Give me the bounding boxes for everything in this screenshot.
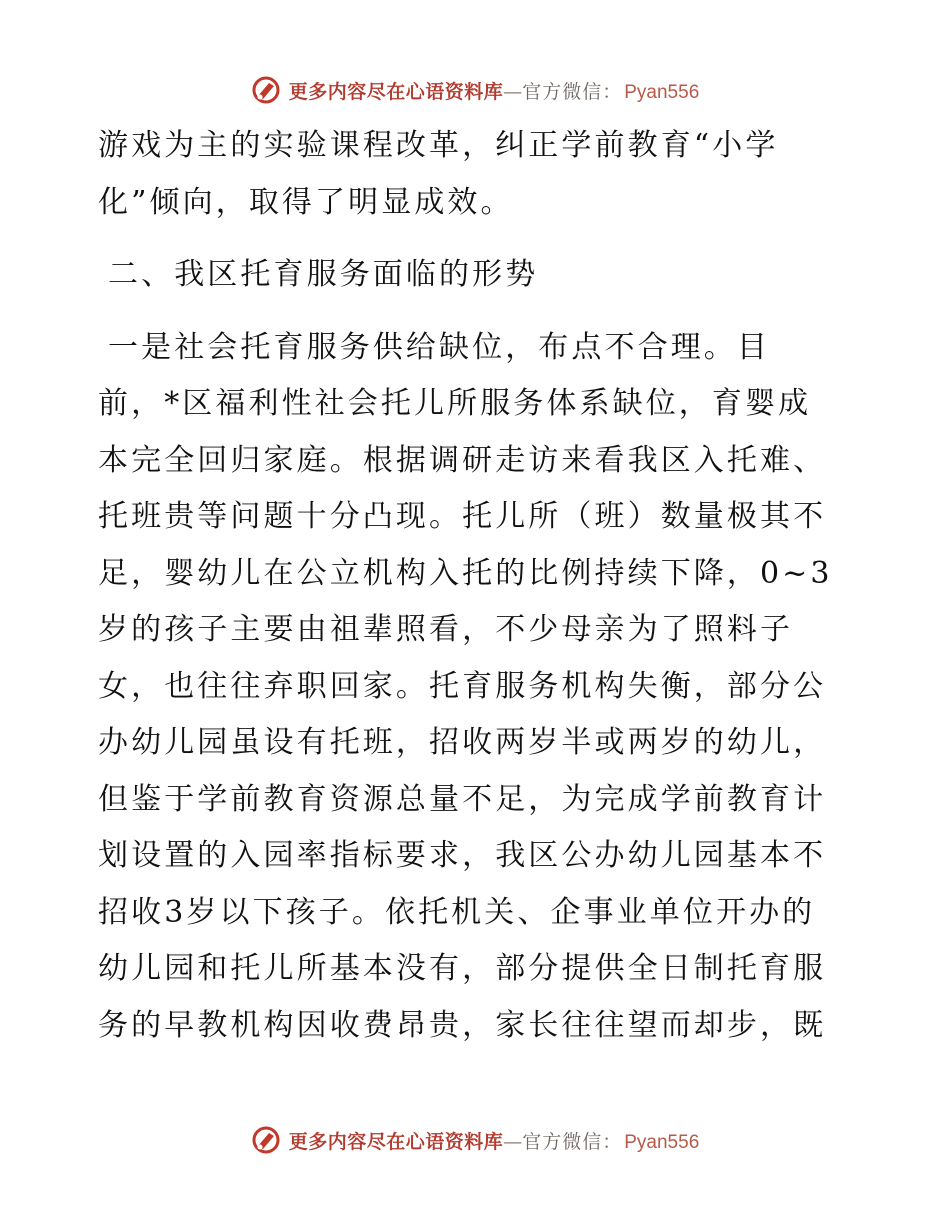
text-line: 本完全回归家庭。根据调研走访来看我区入托难、 — [98, 442, 827, 478]
text-line: 游戏为主的实验课程改革，纠正学前教育“小学 — [98, 128, 779, 163]
text-line: 一是社会托育服务供给缺位，布点不合理。目 — [108, 329, 770, 365]
watermark-wechat-id: Pyan556 — [624, 1131, 700, 1153]
text-line: 前，*区福利性社会托儿所服务体系缺位，育婴成 — [98, 386, 812, 421]
logo-icon — [251, 1125, 281, 1155]
text-line: 化”倾向，取得了明显成效。 — [98, 184, 514, 220]
watermark-text — [289, 77, 700, 104]
text-line: 幼儿园和托儿所基本没有，部分提供全日制托育服 — [98, 951, 827, 986]
watermark-dash: — — [503, 80, 523, 103]
document-body — [98, 118, 850, 1054]
watermark-wechat-label: 官方微信： — [522, 80, 623, 103]
watermark-dash: — — [503, 1130, 523, 1153]
section-heading: 二、我区托育服务面临的形势 — [108, 257, 539, 292]
header-watermark — [0, 70, 950, 110]
text-line: 女，也往往弃职回家。托育服务机构失衡，部分公 — [98, 668, 827, 704]
text-line: 招收3岁以下孩子。依托机关、企事业单位开办的 — [98, 894, 816, 930]
watermark-main: 更多内容尽在心语资料库 — [288, 1130, 504, 1153]
logo-icon — [251, 75, 281, 105]
watermark-text — [289, 1127, 700, 1154]
text-line: 足，婴幼儿在公立机构入托的比例持续下降，0~3 — [98, 555, 833, 591]
text-line: 但鉴于学前教育资源总量不足，为完成学前教育计 — [98, 781, 827, 817]
footer-watermark — [0, 1120, 950, 1160]
text-line: 托班贵等问题十分凸现。托儿所（班）数量极其不 — [98, 499, 827, 534]
text-line: 划设置的入园率指标要求，我区公办幼儿园基本不 — [98, 838, 827, 873]
watermark-wechat-label: 官方微信： — [522, 1130, 623, 1153]
text-line: 岁的孩子主要由祖辈照看，不少母亲为了照料子 — [98, 612, 794, 647]
watermark-wechat-id: Pyan556 — [624, 81, 700, 103]
text-line: 务的早教机构因收费昂贵，家长往往望而却步，既 — [98, 1007, 827, 1043]
text-line: 办幼儿园虽设有托班，招收两岁半或两岁的幼儿， — [98, 725, 827, 760]
watermark-main: 更多内容尽在心语资料库 — [288, 80, 504, 103]
